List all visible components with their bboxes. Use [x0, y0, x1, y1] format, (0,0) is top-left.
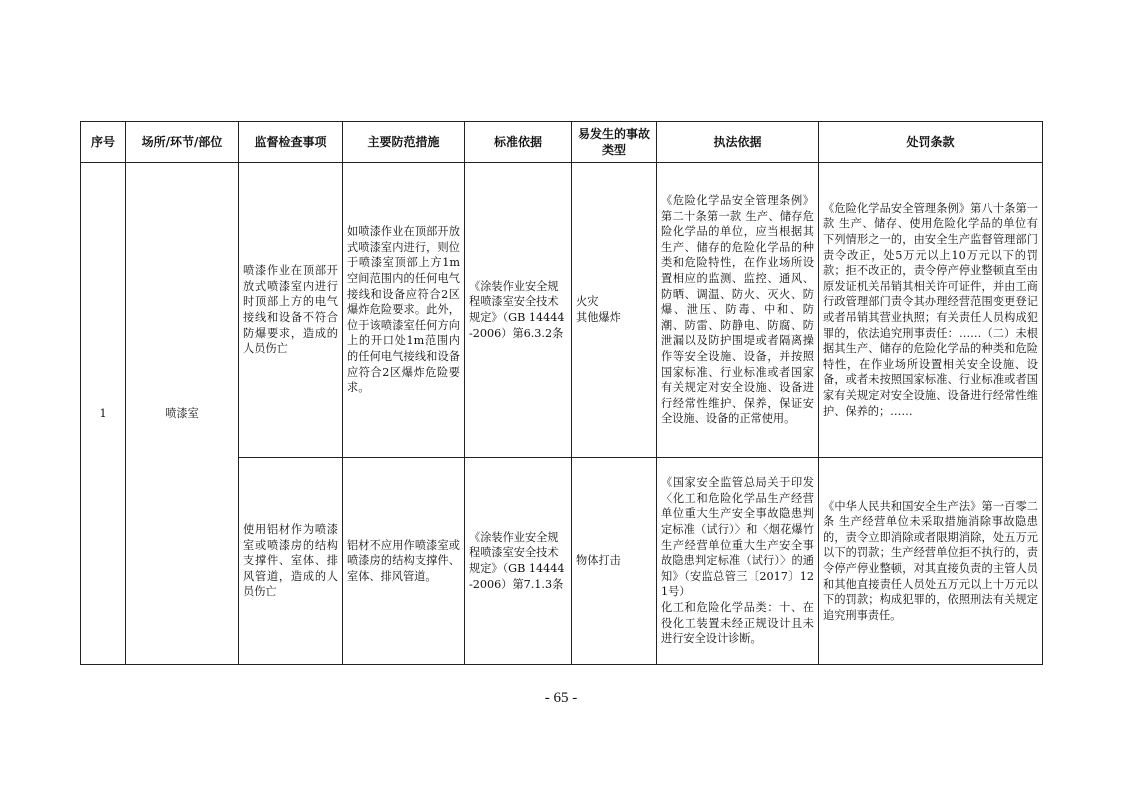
penalty-clause: 《中华人民共和国安全生产法》第一百零二条 生产经营单位未采取措施消除事故隐患的，责令立即消除或者限期消除，处五万元以下的罚款；生产经营单位拒不执行的，责令停产停业整顿，对其直接负责的主管人员和其他直接责任人员处五万元以上十万元以下的罚款；构成犯罪的，依照刑法有关规定追究刑事责任。: [819, 458, 1043, 665]
header-accident-type: 易发生的事故类型: [572, 122, 657, 163]
accident-type: 物体打击: [572, 458, 657, 665]
header-standard-basis: 标准依据: [465, 122, 572, 163]
page-number: - 65 -: [544, 690, 578, 706]
header-location: 场所/环节/部位: [126, 122, 239, 163]
penalty-clause: 《危险化学品安全管理条例》第八十条第一款 生产、储存、使用危险化学品的单位有下列情形之一的，由安全生产监督管理部门责令改正，处5万元以上10万元以下的罚款；拒不改正的，责令停产停业整顿直至由原发证机关吊销其相关许可证件，并由工商行政管理部门责令其办理经营范围变更登记或者吊销其营业执照；有关责任人员构成犯罪的，依法追究刑事责任：……（二）未根据其生产、储存的危险化学品的种类和危险特性，在作业场所设置相关安全设施、设备，或者未按照国家标准、行业标准或者国家有关规定对安全设施、设备进行经常性维护、保养的；……: [819, 163, 1043, 458]
prevention-measure: 铝材不应用作喷漆室或喷漆房的结构支撑件、室体、排风管道。: [343, 458, 465, 665]
accident-type: 火灾 其他爆炸: [572, 163, 657, 458]
location-cell: 喷漆室: [126, 163, 239, 665]
legal-basis: 《危险化学品安全管理条例》第二十条第一款 生产、储存危险化学品的单位，应当根据其生产、储存的危险化学品的种类和危险特性，在作业场所设置相应的监测、监控、通风、防晒、调温、防火、灭火、防爆、泄压、防毒、中和、防潮、防雷、防静电、防腐、防泄漏以及防护围堤或者隔离操作等安全设施、设备，并按照国家标准、行业标准或者国家有关规定对安全设施、设备进行经常性维护、保养，保证安全设施、设备的正常使用。: [657, 163, 819, 458]
legal-basis: 《国家安全监管总局关于印发〈化工和危险化学品生产经营单位重大生产安全事故隐患判定标准（试行）〉和〈烟花爆竹生产经营单位重大生产安全事故隐患判定标准（试行）〉的通知》（安监总管三〔2017〕121号） 化工和危险化学品类：十、在役化工装置未经正规设计且未进行安全设计诊断。: [657, 458, 819, 665]
regulation-table: [80, 121, 1043, 665]
header-prevention-measures: 主要防范措施: [343, 122, 465, 163]
header-penalty-clause: 处罚条款: [819, 122, 1043, 163]
header-serial: 序号: [81, 122, 126, 163]
table-row: [81, 163, 1043, 458]
header-inspection-item: 监督检查事项: [239, 122, 343, 163]
prevention-measure: 如喷漆作业在顶部开放式喷漆室内进行，则位于喷漆室顶部上方1m空间范围内的任何电气接线和设备应符合2区爆炸危险要求。此外，位于该喷漆室任何方向上的开口处1m范围内的任何电气接线和设备应符合2区爆炸危险要求。: [343, 163, 465, 458]
standard-basis: 《涂装作业安全规程喷漆室安全技术规定》（GB 14444-2006）第7.1.3条: [465, 458, 572, 665]
serial-number: 1: [81, 163, 126, 665]
inspection-item: 喷漆作业在顶部开放式喷漆室内进行时顶部上方的电气接线和设备不符合防爆要求，造成的人员伤亡: [239, 163, 343, 458]
inspection-item: 使用铝材作为喷漆室或喷漆房的结构支撑件、室体、排风管道，造成的人员伤亡: [239, 458, 343, 665]
header-legal-basis: 执法依据: [657, 122, 819, 163]
standard-basis: 《涂装作业安全规程喷漆室安全技术规定》（GB 14444-2006）第6.3.2条: [465, 163, 572, 458]
header-row: [81, 122, 1043, 163]
